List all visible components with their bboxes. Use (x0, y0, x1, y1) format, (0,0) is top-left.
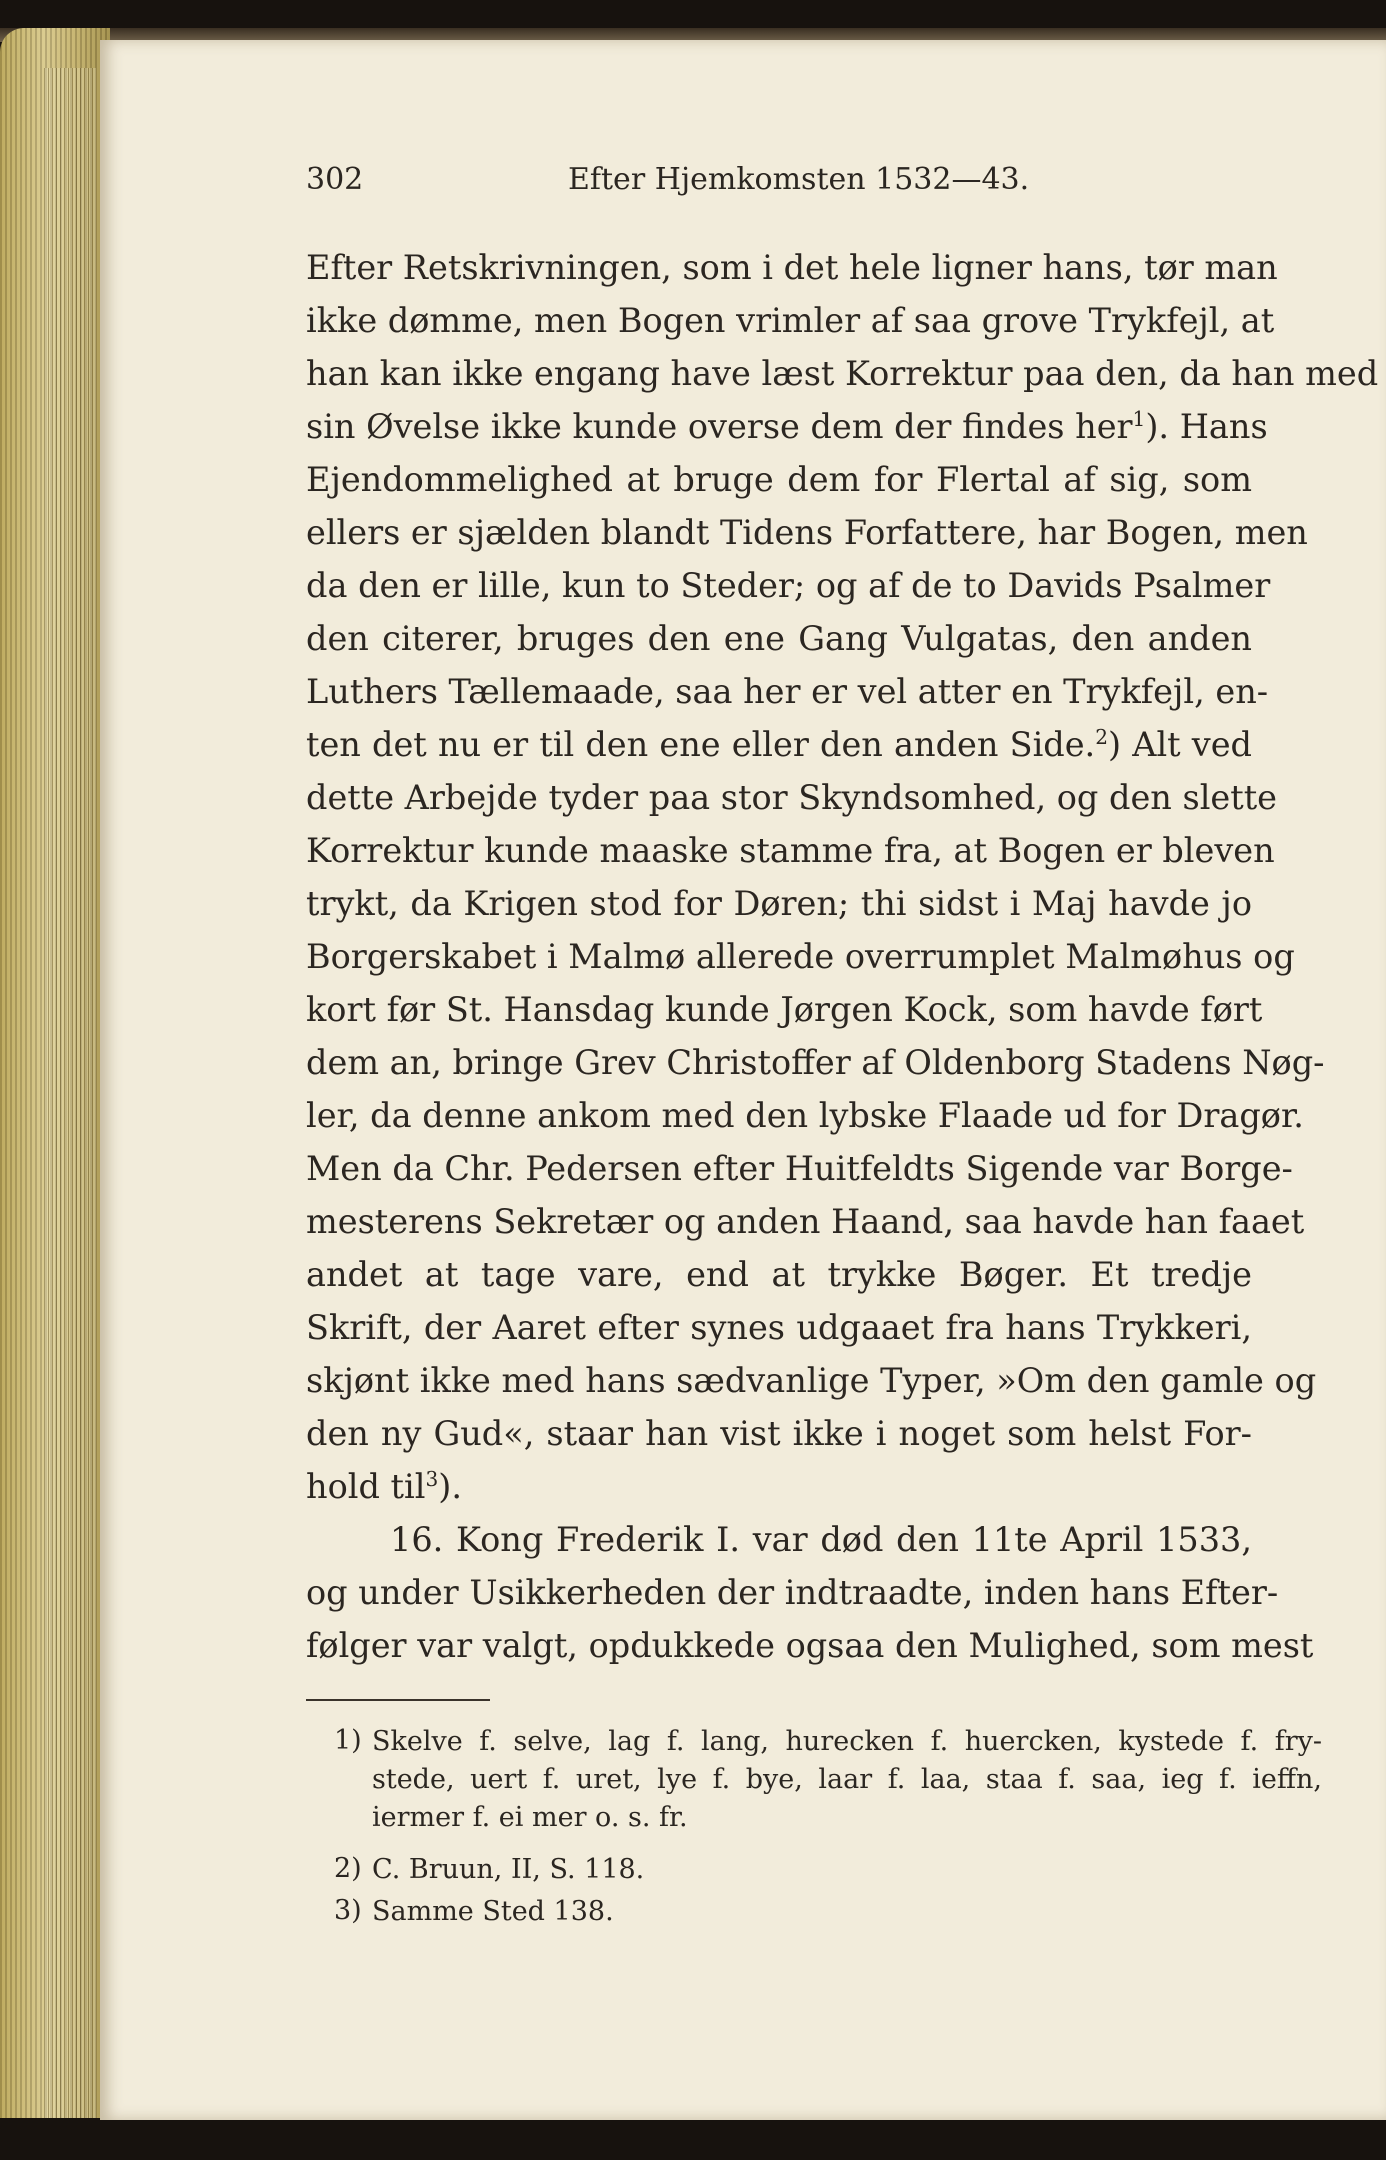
book-spine (0, 28, 110, 2118)
body-line: Korrektur kunde maaske stamme fra, at Bogen er bleven (306, 831, 1275, 870)
body-line: ellers er sjælden blandt Tidens Forfattere, har Bogen, men (306, 513, 1308, 552)
body-line: Luthers Tællemaade, saa her er vel atter en Trykfejl, en- (306, 672, 1269, 711)
page-number: 302 (306, 162, 364, 197)
paragraph-start-line: 16. Kong Frederik I. var død den 11te April 1533, (390, 1520, 1252, 1559)
footnote-marker: 1) (334, 1725, 362, 1756)
body-line: trykt, da Krigen stod for Døren; thi sidst i Maj havde jo (306, 884, 1252, 923)
body-line: ikke dømme, men Bogen vrimler af saa grove Trykfejl, at (306, 301, 1275, 340)
body-line-tail: ). (438, 1467, 462, 1506)
body-line: Men da Chr. Pedersen efter Huitfeldts Sigende var Borge- (306, 1149, 1293, 1188)
body-line: dette Arbejde tyder paa stor Skyndsomhed, og den slette (306, 778, 1277, 817)
body-line: kort før St. Hansdag kunde Jørgen Kock, som havde ført (306, 990, 1263, 1029)
footnote-line: C. Bruun, II, S. 118. (372, 1854, 645, 1885)
body-line: dem an, bringe Grev Christoffer af Oldenborg Stadens Nøg- (306, 1043, 1325, 1082)
body-line: den ny Gud«, staar han vist ikke i noget som helst For- (306, 1414, 1252, 1453)
footnote-rule (306, 1699, 490, 1701)
footnote-ref: 3 (425, 1466, 439, 1491)
body-line: mesterens Sekretær og anden Haand, saa havde han faaet (306, 1202, 1305, 1241)
body-line: ler, da denne ankom med den lybske Flaade ud for Dragør. (306, 1096, 1304, 1135)
body-line: Borgerskabet i Malmø allerede overrumplet Malmøhus og (306, 937, 1295, 976)
body-line: han kan ikke engang have læst Korrektur paa den, da han med (306, 354, 1379, 393)
body-line: Ejendommelighed at bruge dem for Flertal af sig, som (306, 460, 1252, 499)
body-line: andet at tage vare, end at trykke Bøger. Et tredje (306, 1255, 1252, 1294)
footnote-line: Skelve f. selve, lag f. lang, hurecken f. huercken, kystede f. fry- (372, 1726, 1322, 1757)
footnote-marker: 2) (334, 1853, 362, 1884)
body-line-text: ten det nu er til den ene eller den anden Side. (306, 725, 1096, 764)
body-line (306, 1461, 1252, 1513)
body-line: følger var valgt, opdukkede ogsaa den Mulighed, som mest (306, 1626, 1314, 1665)
body-line: skjønt ikke med hans sædvanlige Typer, »Om den gamle og (306, 1361, 1317, 1400)
body-line: da den er lille, kun to Steder; og af de to Davids Psalmer (306, 566, 1271, 605)
body-line-text: sin Øvelse ikke kunde overse dem der findes her (306, 407, 1133, 446)
body-line-tail: ) Alt ved (1108, 725, 1252, 764)
body-line: og under Usikkerheden der indtraadte, inden hans Efter- (306, 1573, 1279, 1612)
footnote-marker: 3) (334, 1895, 362, 1926)
footnote-line: Samme Sted 138. (372, 1896, 614, 1927)
footnote-ref: 2 (1095, 724, 1109, 749)
body-line-text: hold til (306, 1467, 426, 1506)
footnote-line: stede, uert f. uret, lye f. bye, laar f. laa, staa f. saa, ieg f. ieffn, (372, 1764, 1322, 1795)
body-line: Skrift, der Aaret efter synes udgaaet fra hans Trykkeri, (306, 1308, 1252, 1347)
footnote-line: iermer f. ei mer o. s. fr. (372, 1802, 688, 1833)
body-line (306, 401, 1268, 453)
body-line-tail: ). Hans (1145, 407, 1268, 446)
page-edges (44, 68, 96, 2118)
footnote-ref: 1 (1132, 406, 1146, 431)
running-title: Efter Hjemkomsten 1532—43. (568, 162, 1030, 197)
body-line: den citerer, bruges den ene Gang Vulgatas, den anden (306, 619, 1252, 658)
body-line: Efter Retskrivningen, som i det hele ligner hans, tør man (306, 248, 1278, 287)
body-line (306, 719, 1252, 771)
